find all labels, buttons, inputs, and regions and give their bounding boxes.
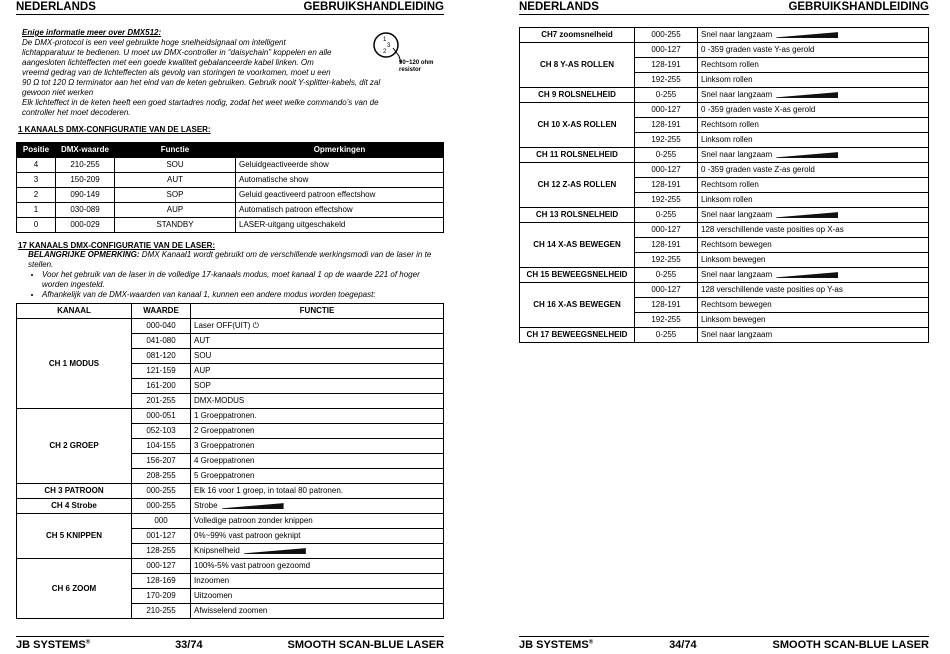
table-row [17,514,444,529]
table-cell: SOP [115,188,236,203]
speed-ramp-icon [222,502,284,509]
table-cell: 030-089 [56,203,115,218]
table-cell: 000-255 [132,484,191,499]
note-bullet: • Afhankelijk van de DMX-waarden van kanaal 1, kunnen een andere modus worden toegepast: [42,290,442,300]
speed-ramp-icon [776,151,838,158]
intro-title: Enige informatie meer over DMX512: [22,28,162,37]
table-cell: Rechtsom rollen [698,118,929,133]
page-right [519,0,929,654]
speed-ramp-icon [776,211,838,218]
channel-name: CH 1 MODUS [17,319,132,409]
table-cell: 210-255 [132,604,191,619]
table-cell: AUP [115,203,236,218]
table-cell: Linksom bewegen [698,253,929,268]
table-cell: 000-127 [635,103,698,118]
table-cell: STANDBY [115,218,236,233]
table-cell: 128-191 [635,238,698,253]
table-cell: SOU [115,158,236,173]
table-row [17,409,444,424]
table-cell: 000-255 [635,28,698,43]
intro-line: vreemd gedrag van de lichteffecten als gevolg van storingen te voorkomen, moet u een [22,68,331,77]
channel-name: CH 16 X-AS BEWEGEN [520,283,635,328]
channel-name: CH 13 ROLSNELHEID [520,208,635,223]
xlr-terminator-diagram [371,30,441,80]
table-cell: LASER-uitgang uitgeschakeld [236,218,444,233]
channel-name: CH 11 ROLSNELHEID [520,148,635,163]
channel-name: CH 17 BEWEEGSNELHEID [520,328,635,343]
table-row [520,268,929,283]
table-cell: Afwisselend zoomen [191,604,444,619]
table-cell: Laser OFF(UIT) ⏻ [191,319,444,334]
table-cell: AUP [191,364,444,379]
channel-name: CH 12 Z-AS ROLLEN [520,163,635,208]
footer-product: SMOOTH SCAN-BLUE LASER [287,639,444,651]
page-number: 34/74 [669,639,697,651]
table-row [520,208,929,223]
table-cell: 161-200 [132,379,191,394]
table-cell: 081-120 [132,349,191,364]
table-cell: 090-149 [56,188,115,203]
table-row [17,173,444,188]
intro-line: Elk lichteffect in de keten heeft een goed startadres nodig, zodat het weet welke commando’s van de [22,98,379,107]
table-row [520,283,929,298]
table-row [17,203,444,218]
table-cell: 0 -359 graden vaste Y-as gerold [698,43,929,58]
table-cell: 0 -359 graden vaste Z-as gerold [698,163,929,178]
table-cell: 5 Groeppatronen [191,469,444,484]
table-row [520,103,929,118]
col-header: Functie [115,143,236,158]
footer-brand: JB SYSTEMS® [519,639,594,651]
table-cell: 104-155 [132,439,191,454]
header-title: GEBRUIKSHANDLEIDING [788,1,929,13]
speed-ramp-icon [776,91,838,98]
table-cell: Geluid geactiveerd patroon effectshow [236,188,444,203]
channel-name: CH 3 PATROON [17,484,132,499]
table-cell: Snel naar langzaam [698,88,929,103]
table-cell: 170-209 [132,589,191,604]
pin-label: 2 [383,49,387,55]
table-cell: 128-191 [635,178,698,193]
page-header [16,0,444,15]
table-row [17,158,444,173]
table-cell: 000-127 [635,163,698,178]
table-row [520,163,929,178]
table-cell: Linksom rollen [698,73,929,88]
table-cell: 0-255 [635,268,698,283]
table-cell: DMX-MODUS [191,394,444,409]
note-bullet: • Voor het gebruik van de laser in de volledige 17-kanaals modus, moet kanaal 1 op de waarde 221 of hoger worden ingesteld. [42,270,442,290]
table-cell: 3 [17,173,56,188]
col-header: Opmerkingen [236,143,444,158]
intro-line: lichtapparatuur te bedienen. U moet uw DMX-controller in “daisychain” koppelen en alle [22,48,332,57]
table-cell: 052-103 [132,424,191,439]
table-cell: 3 Groeppatronen [191,439,444,454]
table-row [17,218,444,233]
table-row [17,484,444,499]
table-cell: 192-255 [635,133,698,148]
table-cell: 2 Groeppatronen [191,424,444,439]
table-cell: Linksom bewegen [698,313,929,328]
table-cell: Volledige patroon zonder knippen [191,514,444,529]
table-cell: Snel naar langzaam [698,328,929,343]
table-cell: 128 verschillende vaste posities op Y-as [698,283,929,298]
table-cell: 201-255 [132,394,191,409]
table-cell: 000-051 [132,409,191,424]
channel-name: CH 15 BEWEEGSNELHEID [520,268,635,283]
table-cell: Knipsnelheid [191,544,444,559]
table-cell: Snel naar langzaam [698,268,929,283]
page-footer [16,636,444,653]
table-cell: 000-127 [635,43,698,58]
table-cell: 121-159 [132,364,191,379]
header-language: NEDERLANDS [16,1,96,13]
table-cell: 0-255 [635,208,698,223]
speed-ramp-icon [776,271,838,278]
table-cell: Automatische show [236,173,444,188]
table-cell: 128-191 [635,118,698,133]
channel-name: CH 5 KNIPPEN [17,514,132,559]
table-row [520,223,929,238]
channel-name: CH 8 Y-AS ROLLEN [520,43,635,88]
col-header: DMX-waarde [56,143,115,158]
table-cell: Snel naar langzaam [698,208,929,223]
col-header: FUNCTIE [191,304,444,319]
table-cell: Elk 16 voor 1 groep, in totaal 80 patronen. [191,484,444,499]
footer-product: SMOOTH SCAN-BLUE LASER [772,639,929,651]
speed-ramp-icon [244,547,306,554]
table-cell: 000-127 [635,223,698,238]
dmx-intro [22,28,412,118]
speed-ramp-icon [776,31,838,38]
table-cell: 000-127 [132,559,191,574]
table-cell: Strobe [191,499,444,514]
table-cell: Snel naar langzaam [698,28,929,43]
table-cell: 192-255 [635,193,698,208]
table-cell: 192-255 [635,313,698,328]
intro-line: controller het moet decoderen. [22,108,131,117]
note-text: DMX Kanaal1 wordt gebruikt om de verschillende werkingsmodi van de laser in te stellen. [28,250,432,269]
table-cell: 128-169 [132,574,191,589]
table-cell: AUT [191,334,444,349]
table-row [17,188,444,203]
table-cell: 128-255 [132,544,191,559]
table-cell: 001-127 [132,529,191,544]
table-cell: Rechtsom rollen [698,58,929,73]
table-cell: Rechtsom bewegen [698,298,929,313]
table-cell: 4 [17,158,56,173]
table-17ch-config [16,303,444,619]
table-cell: 1 [17,203,56,218]
channel-name: CH 4 Strobe [17,499,132,514]
table-cell: 0 [17,218,56,233]
table-cell: Rechtsom bewegen [698,238,929,253]
table-cell: Automatisch patroon effectshow [236,203,444,218]
table-cell: SOP [191,379,444,394]
channel-name: CH 9 ROLSNELHEID [520,88,635,103]
channel-name: CH 6 ZOOM [17,559,132,619]
table-cell: 000-040 [132,319,191,334]
page-number: 33/74 [175,639,203,651]
intro-line: De DMX-protocol is een veel gebruikte hoge snelheidsignaal om intelligent [22,38,286,47]
table-17ch-config-continued [519,27,929,343]
table-cell: 100%-5% vast patroon gezoomd [191,559,444,574]
table-cell: 128-191 [635,58,698,73]
intro-line: aangesloten lichteffecten met een goede kwaliteit gebalanceerde kabel linken. Om [22,58,314,67]
table-row [17,559,444,574]
table-row [520,88,929,103]
table-cell: 0-255 [635,328,698,343]
col-header: Positie [17,143,56,158]
table-cell: 2 [17,188,56,203]
table-cell: 210-255 [56,158,115,173]
table-cell: 0-255 [635,148,698,163]
table-cell: Inzoomen [191,574,444,589]
page-header [519,0,929,15]
table-row [520,43,929,58]
table-cell: SOU [191,349,444,364]
table-cell: Rechtsom rollen [698,178,929,193]
page-footer [519,636,929,653]
table-cell: Linksom rollen [698,133,929,148]
header-language: NEDERLANDS [519,1,599,13]
table-cell: 192-255 [635,73,698,88]
important-note [28,250,442,300]
channel-name: CH 10 X-AS ROLLEN [520,103,635,148]
channel-name: CH 14 X-AS BEWEGEN [520,223,635,268]
table-cell: 0%~99% vast patroon geknipt [191,529,444,544]
table-row [520,328,929,343]
table-cell: Geluidgeactiveerde show [236,158,444,173]
table-cell: 1 Groeppatronen. [191,409,444,424]
table-cell: 041-080 [132,334,191,349]
table-row [520,148,929,163]
page-left [16,0,444,654]
table-cell: 000-029 [56,218,115,233]
table-cell: 0 -359 graden vaste X-as gerold [698,103,929,118]
table-cell: Uitzoomen [191,589,444,604]
table-cell: 000-127 [635,283,698,298]
table-cell: 150-209 [56,173,115,188]
section-17ch-title: 17 KANAALS DMX-CONFIGURATIE VAN DE LASER: [18,241,216,250]
resistor-label: 90~120 ohm resistor [399,60,434,73]
note-lead: BELANGRIJKE OPMERKING: [28,250,140,259]
section-1ch-title: 1 KANAALS DMX-CONFIGURATIE VAN DE LASER: [18,125,211,134]
table-row [17,499,444,514]
channel-name: CH7 zoomsnelheid [520,28,635,43]
pin-label: 1 [383,37,387,43]
channel-name: CH 2 GROEP [17,409,132,484]
xlr-connector-icon [371,30,401,64]
intro-line: gewoon niet werken [22,88,94,97]
table-cell: 000-255 [132,499,191,514]
table-cell: 128-191 [635,298,698,313]
table-1ch-config [16,142,444,233]
table-cell: 0-255 [635,88,698,103]
table-cell: 208-255 [132,469,191,484]
table-cell: 128 verschillende vaste posities op X-as [698,223,929,238]
table-cell: AUT [115,173,236,188]
col-header: WAARDE [132,304,191,319]
table-row [520,28,929,43]
table-row [17,319,444,334]
intro-line: 90 Ω tot 120 Ω terminator aan het eind van de keten gebruiken. Gebruik nooit Y-splitter-kabels, dit zal [22,78,381,87]
table-cell: Linksom rollen [698,193,929,208]
header-title: GEBRUIKSHANDLEIDING [303,1,444,13]
table-cell: 000 [132,514,191,529]
footer-brand: JB SYSTEMS® [16,639,91,651]
table-cell: Snel naar langzaam [698,148,929,163]
table-cell: 192-255 [635,253,698,268]
pin-label: 3 [387,43,391,49]
table-cell: 156-207 [132,454,191,469]
col-header: KANAAL [17,304,132,319]
table-cell: 4 Groeppatronen [191,454,444,469]
